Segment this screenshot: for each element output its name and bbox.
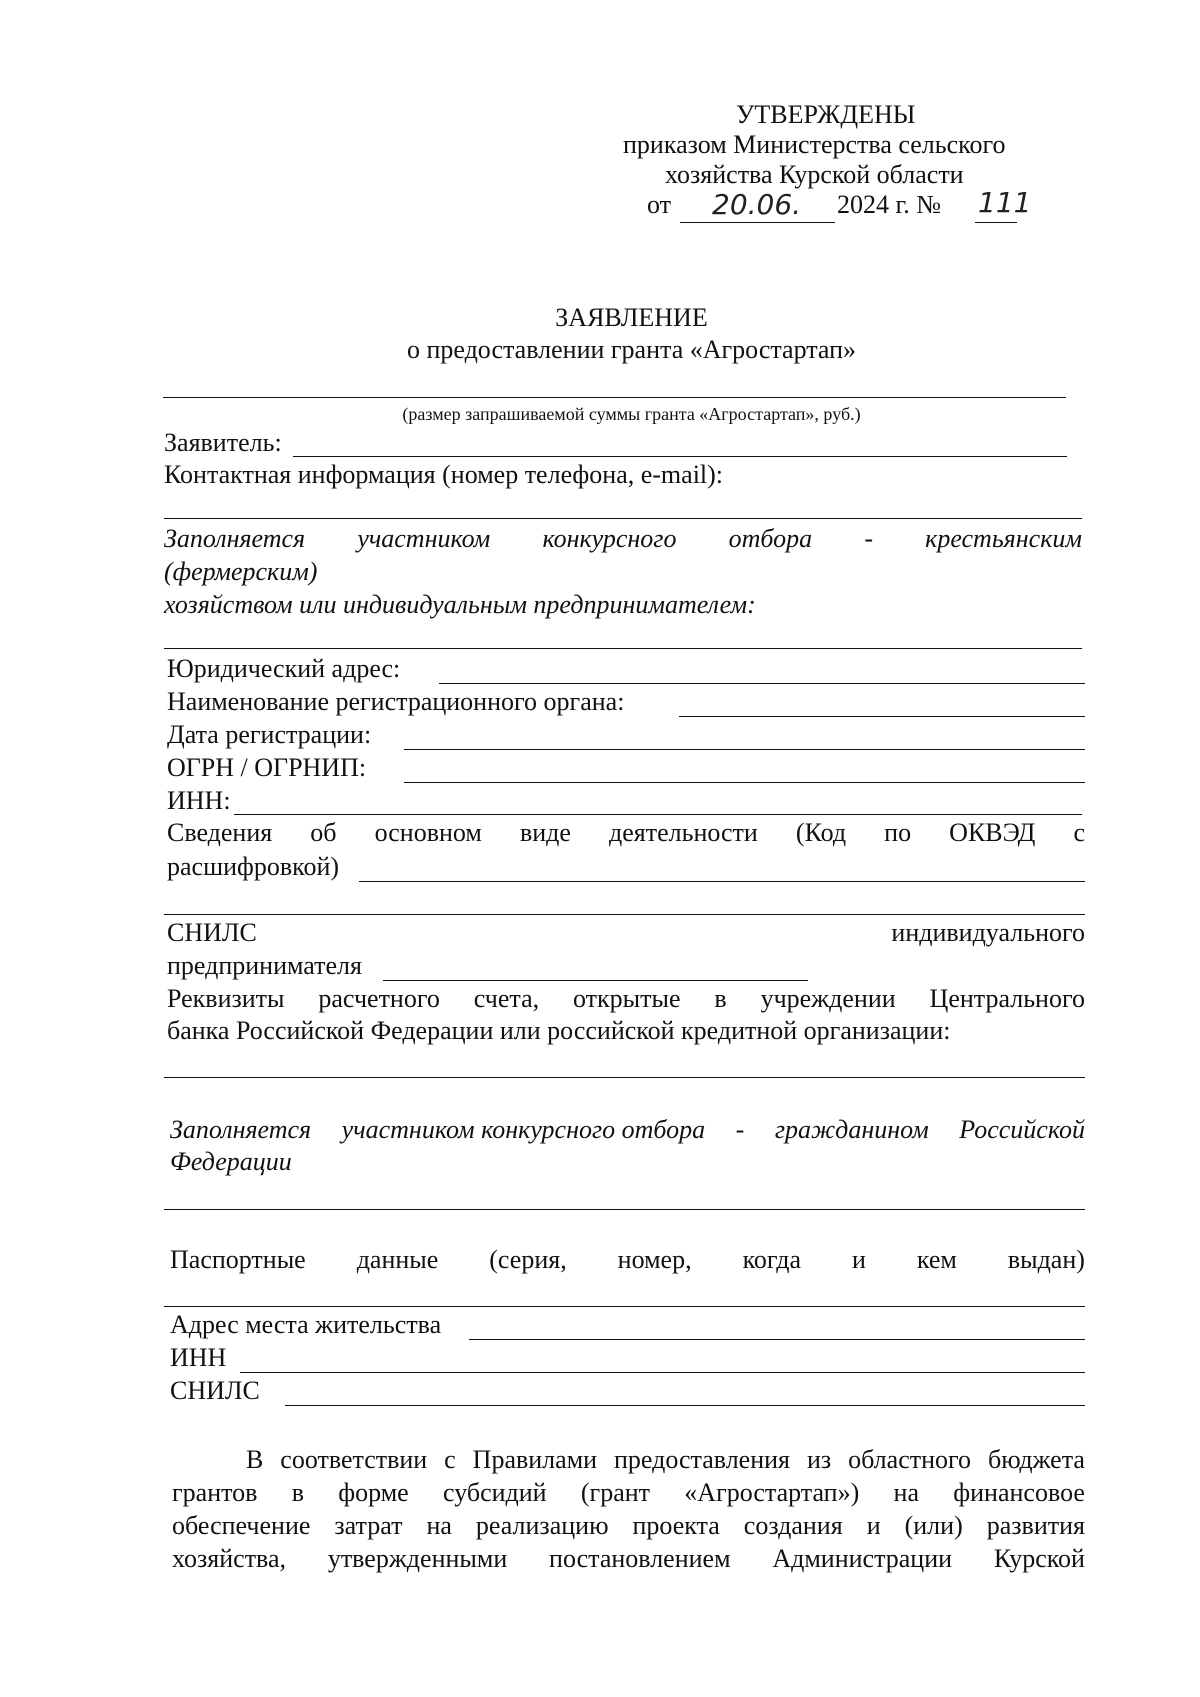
residence-address-field[interactable]: [469, 1339, 1085, 1340]
contact-label: Контактная информация (номер телефона, e-mail):: [164, 460, 724, 489]
activity-field-2[interactable]: [164, 914, 1085, 915]
citizen-snils-label: СНИЛС: [170, 1376, 260, 1405]
activity-field[interactable]: [359, 881, 1085, 882]
page-title: ЗАЯВЛЕНИЕ: [555, 303, 708, 332]
body-line-3: обеспечение затрат на реализацию проекта создания и (или) развития: [172, 1511, 1085, 1540]
passport-field[interactable]: [164, 1306, 1085, 1307]
applicant-label: Заявитель:: [164, 428, 282, 457]
farm-note: Заполняется участником конкурсного отбора - крестьянским: [164, 524, 1082, 553]
registration-date-field[interactable]: [404, 749, 1085, 750]
approval-line1: приказом Министерства сельского: [623, 130, 1006, 159]
approval-line2: хозяйства Курской области: [665, 160, 964, 189]
contact-field[interactable]: [164, 518, 1082, 519]
registration-date-label: Дата регистрации:: [167, 720, 372, 749]
grant-sum-line: [163, 397, 1066, 398]
snils-ip-label-line2: предпринимателя: [167, 951, 362, 980]
snils-ip-field[interactable]: [383, 980, 808, 981]
activity-label: Сведения об основном виде деятельности (Код по ОКВЭД с: [167, 818, 1085, 847]
citizen-inn-label: ИНН: [170, 1343, 227, 1372]
farm-note-line2: (фермерским): [164, 557, 318, 586]
body-line-2: грантов в форме субсидий (грант «Агростартап») на финансовое: [172, 1478, 1085, 1507]
inn-label: ИНН:: [167, 786, 231, 815]
citizen-note-line2: Федерации: [170, 1147, 292, 1176]
citizen-snils-field[interactable]: [285, 1405, 1085, 1406]
inn-field[interactable]: [234, 814, 1082, 815]
applicant-field[interactable]: [293, 456, 1067, 457]
bank-label: Реквизиты расчетного счета, открытые в учреждении Центрального: [167, 984, 1085, 1013]
citizen-inn-field[interactable]: [240, 1372, 1085, 1373]
ogrn-field[interactable]: [404, 782, 1085, 783]
approval-from: от: [647, 190, 672, 219]
farm-note-line3: хозяйством или индивидуальным предпринимателем:: [164, 590, 756, 619]
approval-number-line: [975, 222, 1017, 223]
body-line-1: В соответствии с Правилами предоставления из областного бюджета: [246, 1445, 1085, 1474]
passport-label: Паспортные данные (серия, номер, когда и кем выдан): [170, 1245, 1085, 1274]
citizen-name-field[interactable]: [164, 1209, 1085, 1210]
approval-year: 2024 г. №: [837, 190, 942, 219]
legal-address-label: Юридический адрес:: [167, 654, 401, 683]
page-subtitle: о предоставлении гранта «Агростартап»: [406, 335, 857, 364]
bank-field[interactable]: [164, 1077, 1085, 1078]
legal-address-field[interactable]: [439, 683, 1085, 684]
registration-body-label: Наименование регистрационного органа:: [167, 687, 625, 716]
snils-ip-label: СНИЛС: [167, 918, 257, 947]
body-line-4: хозяйства, утвержденными постановлением Администрации Курской: [172, 1544, 1085, 1573]
approval-title: УТВЕРЖДЕНЫ: [736, 100, 916, 129]
residence-address-label: Адрес места жительства: [170, 1310, 442, 1339]
approval-number-handwritten: 111: [978, 186, 1032, 219]
grant-sum-caption: (размер запрашиваемой суммы гранта «Агростартап», руб.): [402, 404, 861, 424]
approval-date-handwritten: 20.06.: [712, 188, 802, 221]
ogrn-label: ОГРН / ОГРНИП:: [167, 753, 367, 782]
registration-body-field[interactable]: [679, 716, 1085, 717]
bank-label-line2: банка Российской Федерации или российской кредитной организации:: [167, 1016, 951, 1045]
activity-label-line2: расшифровкой): [167, 852, 340, 881]
citizen-note: Заполняется участником конкурсного отбора - гражданином Российской: [170, 1115, 1085, 1144]
snils-ip-label-right: индивидуального: [891, 918, 1085, 947]
farm-name-field[interactable]: [164, 648, 1082, 649]
approval-date-line: [680, 222, 835, 223]
